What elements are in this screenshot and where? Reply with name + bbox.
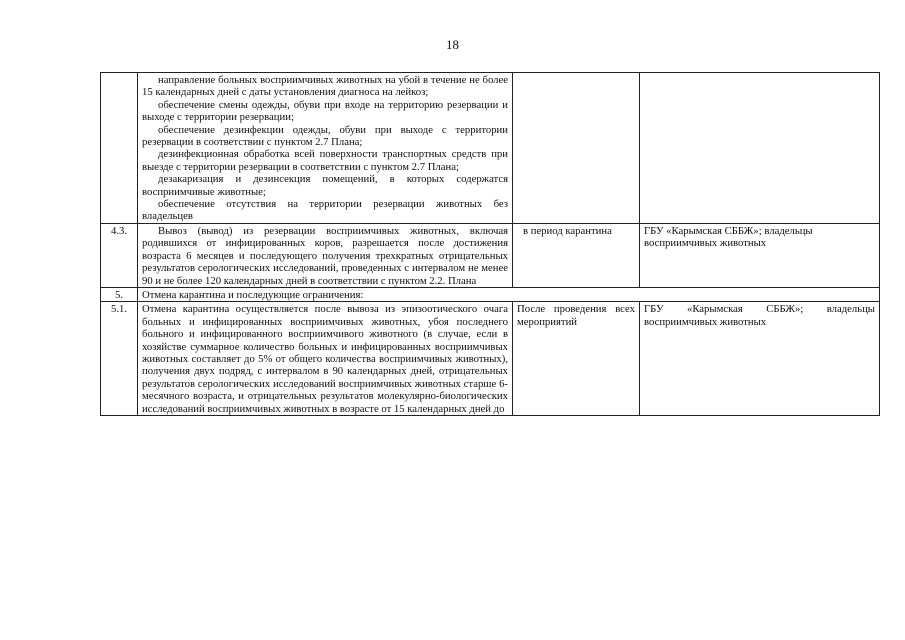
table-row — [101, 302, 880, 416]
row-number — [101, 73, 138, 224]
measure-paragraph: Вывоз (вывод) из резервации восприимчивых животных, включая родившихся от инфицированных коров, разрешается после достижения возраста 6 месяцев и последующего получения трехкратных отрицательных результатов серологических исследований, проведенных с интервалом не менее 90 и не более 120 календарных дней в соответствии с пунктом 2.2. Плана — [142, 224, 508, 287]
measure-paragraph: обеспечение смены одежды, обуви при входе на территорию резервации и выходе с территории резервации; — [142, 98, 508, 124]
row-number: 4.3. — [101, 223, 138, 287]
measure-paragraph: обеспечение дезинфекции одежды, обуви при выходе с территории резервации в соответствии с пунктом 2.7 Плана; — [142, 123, 508, 149]
deadline-cell: После проведения всех мероприятий — [513, 302, 640, 416]
responsible-cell: ГБУ «Карымская СББЖ»; владельцы восприимчивых животных — [640, 223, 880, 287]
measure-paragraph: дезакаризация и дезинсекция помещений, в которых содержатся восприимчивые животные; — [142, 173, 508, 198]
measure-paragraph: Отмена карантина осуществляется после вывоза из эпизоотического очага больных и инфицированных восприимчивых животных, убоя последнего больного и инфицированного восприимчивого животного (в случае, если в хозяйстве суммарное количество больных и инфицированных восприимчивых животных составляет до 5% от общего количества восприимчивых животных), получения двух подряд, с интервалом в 90 календарных дней, отрицательных результатов серологических исследований восприимчивых животных старше 6-месячного возраста, и отрицательных результатов молекулярно-биологических исследований восприимчивых животных в возрасте от 15 календарных дней до — [142, 303, 508, 415]
measures-table — [100, 72, 880, 416]
section-heading: Отмена карантина и последующие ограничения: — [138, 287, 880, 301]
row-number: 5.1. — [101, 302, 138, 416]
measure-cell — [138, 223, 513, 287]
measure-cell — [138, 73, 513, 224]
measure-paragraph: дезинфекционная обработка всей поверхности транспортных средств при выезде с территории резервации в соответствии с пунктом 2.7 Плана; — [142, 148, 508, 173]
responsible-cell: ГБУ «Карымская СББЖ»; владельцы восприимчивых животных — [640, 302, 880, 416]
page-number: 18 — [446, 37, 459, 52]
deadline-cell: в период карантина — [513, 223, 640, 287]
responsible-cell — [640, 73, 880, 224]
table-row — [101, 73, 880, 224]
deadline-cell — [513, 73, 640, 224]
measure-paragraph: обеспечение отсутствия на территории резервации животных без владельцев — [142, 198, 508, 223]
row-number: 5. — [101, 287, 138, 301]
measure-cell — [138, 302, 513, 416]
measure-paragraph: направление больных восприимчивых животных на убой в течение не более 15 календарных дней с даты установления диагноса на лейкоз; — [142, 74, 508, 99]
table-row — [101, 223, 880, 287]
table-row — [101, 287, 880, 301]
